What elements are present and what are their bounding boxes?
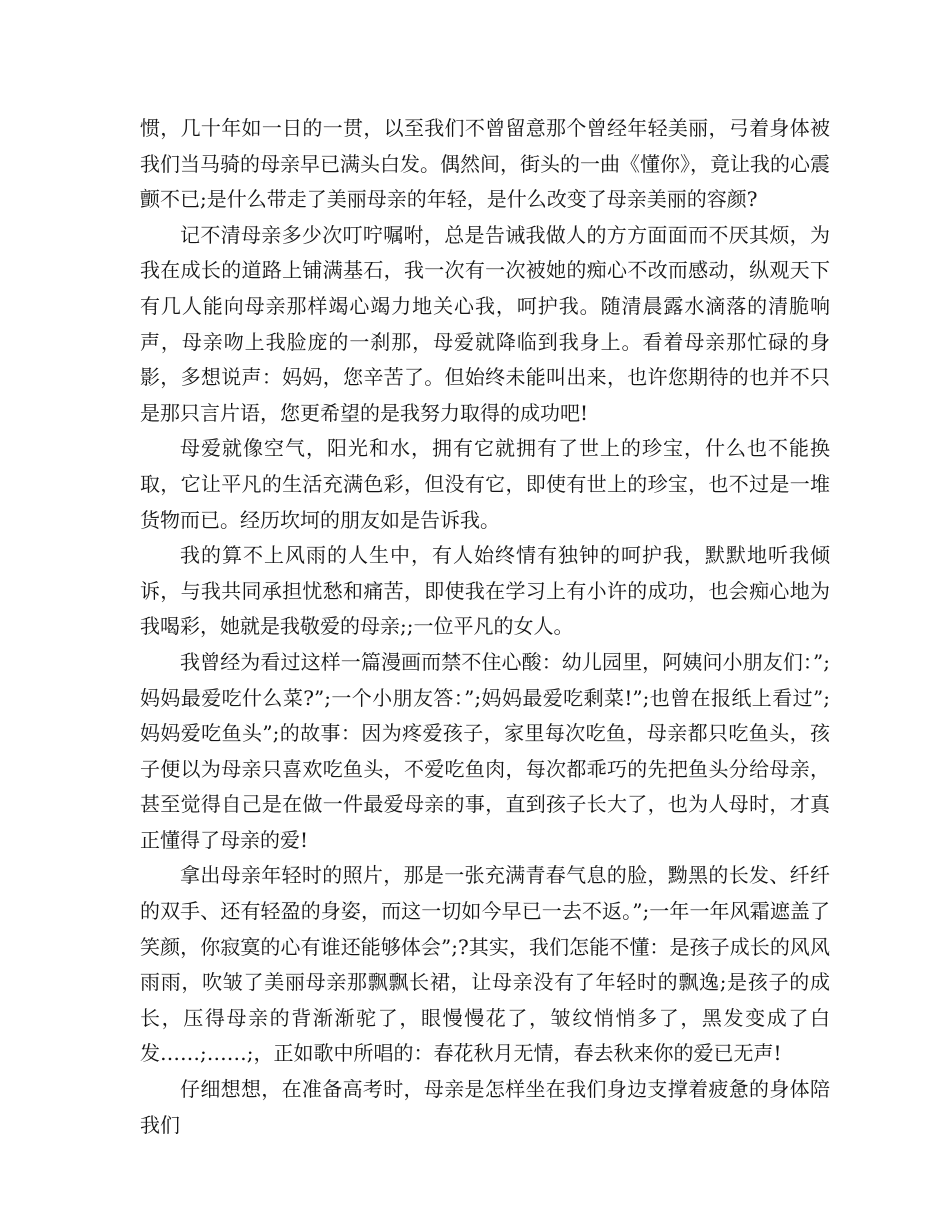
paragraph-continued: 惯，几十年如一日的一贯，以至我们不曾留意那个曾经年轻美丽，弓着身体被我们当马骑的母亲早已满头白发。偶然间，街头的一曲《懂你》，竟让我的心震颤不已;是什么带走了美丽母亲的年轻，是什么改变了母亲美丽的容颜? bbox=[140, 116, 830, 212]
paragraph: 仔细想想，在准备高考时，母亲是怎样坐在我们身边支撑着疲惫的身体陪我们 bbox=[140, 1077, 830, 1137]
paragraph: 记不清母亲多少次叮咛嘱咐，总是告诫我做人的方方面面而不厌其烦，为我在成长的道路上铺满基石，我一次有一次被她的痴心不改而感动，纵观天下有几人能向母亲那样竭心竭力地关心我，呵护我。随清晨露水滴落的清脆响声，母亲吻上我脸庞的一刹那，母爱就降临到我身上。看着母亲那忙碌的身影，多想说声：妈妈，您辛苦了。但始终未能叫出来，也许您期待的也并不只是那只言片语，您更希望的是我努力取得的成功吧! bbox=[140, 222, 830, 425]
article-body bbox=[140, 111, 830, 1143]
paragraph: 我的算不上风雨的人生中，有人始终情有独钟的呵护我，默默地听我倾诉，与我共同承担忧愁和痛苦，即使我在学习上有小许的成功，也会痴心地为我喝彩，她就是我敬爱的母亲;;一位平凡的女人。 bbox=[140, 543, 830, 639]
paragraph: 我曾经为看过这样一篇漫画而禁不住心酸：幼儿园里，阿姨问小朋友们：”;妈妈最爱吃什么菜?”;一个小朋友答：”;妈妈最爱吃剩菜!”;也曾在报纸上看过”;妈妈爱吃鱼头”;的故事：因为疼爱孩子，家里每次吃鱼，母亲都只吃鱼头，孩子便以为母亲只喜欢吃鱼头，不爱吃鱼肉，每次都乖巧的先把鱼头分给母亲，甚至觉得自己是在做一件最爱母亲的事，直到孩子长大了，也为人母时，才真正懂得了母亲的爱! bbox=[140, 649, 830, 852]
paragraph: 母爱就像空气，阳光和水，拥有它就拥有了世上的珍宝，什么也不能换取，它让平凡的生活充满色彩，但没有它，即使有世上的珍宝，也不过是一堆货物而已。经历坎坷的朋友如是告诉我。 bbox=[140, 436, 830, 532]
paragraph: 拿出母亲年轻时的照片，那是一张充满青春气息的脸，黝黑的长发、纤纤的双手、还有轻盈的身姿，而这一切如今早已一去不返。”;一年一年风霜遮盖了笑颜，你寂寞的心有谁还能够体会”;?其实，我们怎能不懂：是孩子成长的风风雨雨，吹皱了美丽母亲那飘飘长裙，让母亲没有了年轻时的飘逸;是孩子的成长，压得母亲的背渐渐驼了，眼慢慢花了，皱纹悄悄多了，黑发变成了白发……;……;，正如歌中所唱的：春花秋月无情，春去秋来你的爱已无声! bbox=[140, 863, 830, 1066]
